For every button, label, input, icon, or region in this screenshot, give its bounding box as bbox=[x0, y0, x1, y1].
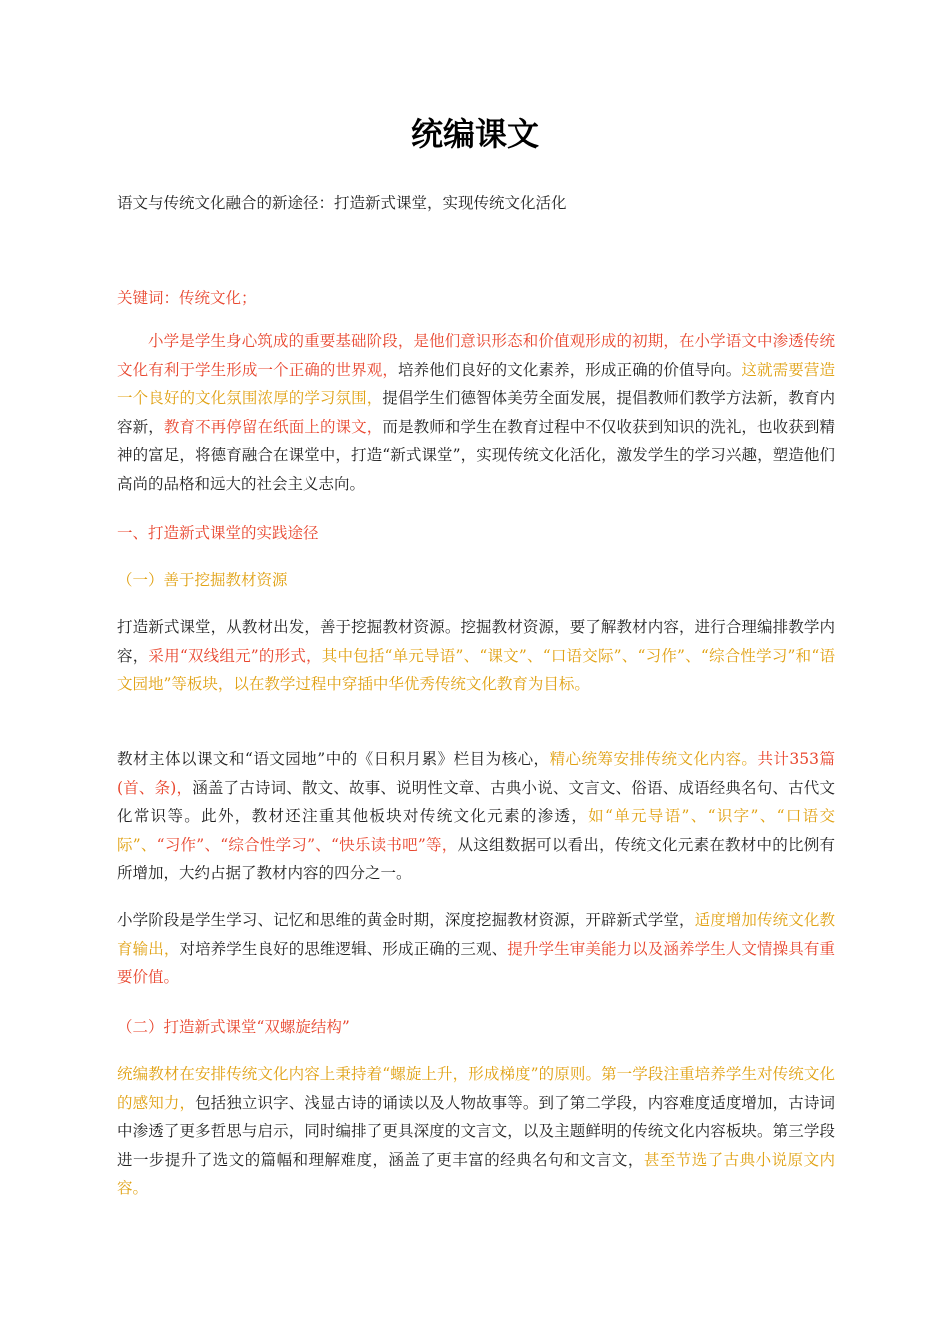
text-run: 包括独立识字、浅显古诗的诵读以及人物故事等。到了第二学段，内容难度适度增加，古诗词中渗透了更多哲思与启示，同时编排了更具深度的文言文，以及主题鲜明的传统文化内容板块。第三学段进一步提升了选文的篇幅和理解难度，涵盖了更丰富的经典名句和文言文， bbox=[117, 1093, 835, 1169]
body-paragraph-3 bbox=[117, 906, 835, 992]
intro-paragraph bbox=[117, 327, 835, 498]
body-paragraph-4 bbox=[117, 1060, 835, 1203]
body-paragraph-2 bbox=[117, 745, 835, 888]
text-run: 小学是学生身心筑成的重要基础阶段，是他们意识形态和价值观形成的初期， bbox=[148, 332, 679, 350]
subsection-heading-2: （二）打造新式课堂“双螺旋结构” bbox=[117, 1018, 350, 1036]
keywords-line: 关键词：传统文化； bbox=[117, 289, 257, 307]
text-run: 这就需要营造一个良好的文化氛围浓厚的学习氛围， bbox=[117, 360, 835, 407]
text-run: 培养他们良好的文化素养，形成正确的价值导向。 bbox=[397, 360, 742, 379]
text-run: 提升学生审美能力以及涵养学生人文情操具有重要价值。 bbox=[117, 939, 835, 986]
text-run: 在小学语文中渗透传统文化有利于学生形成一个正确的世界观， bbox=[117, 332, 835, 379]
section-heading-1: 一、打造新式课堂的实践途径 bbox=[117, 524, 319, 542]
document-subtitle: 语文与传统文化融合的新途径：打造新式课堂，实现传统文化活化 bbox=[117, 194, 567, 212]
text-run: 打造新式课堂，从教材出发，善于挖掘教材资源。挖掘教材资源，要了解教材内容，进行合理编排教学内容， bbox=[117, 618, 835, 665]
text-run: 其中包括“单元导语”、“课文”、“口语交际”、“习作”、“综合性学习”和“语文园地”等板块，以在教学过程中穿插中华优秀传统文化教育为目标。 bbox=[117, 646, 835, 693]
text-run: 精心统筹安排传统文化内容。 bbox=[549, 750, 758, 768]
document-title: 统编课文 bbox=[410, 115, 539, 153]
text-run: “习作”、“综合性学习”、“快乐读书吧”等， bbox=[156, 835, 458, 854]
text-run: 涵盖了古诗词、散文、故事、说明性文章、古典小说、文言文、俗语、成语经典名句、古代文化常识等。此外，教材还注重其他板块对传统文化元素的渗透， bbox=[117, 778, 835, 825]
text-run: 适度增加传统文化教育输出， bbox=[117, 911, 835, 958]
text-run: 教材主体以课文和“语文园地”中的《日积月累》栏目为核心， bbox=[117, 750, 550, 768]
text-run: 而是教师和学生在教育过程中不仅收获到知识的洗礼，也收获到精神的富足，将德育融合在课堂中，打造“新式课堂”，实现传统文化活化，激发学生的学习兴趣，塑造他们高尚的品格和远大的社会主义志向。 bbox=[117, 417, 835, 493]
text-run: 提倡学生们德智体美劳全面发展，提倡教师们教学方法新，教育内容新， bbox=[117, 389, 835, 436]
text-run: 对培养学生良好的思维逻辑、形成正确的三观、 bbox=[179, 939, 508, 958]
text-run: 教育不再停留在纸面上的课文， bbox=[163, 417, 383, 436]
text-run: 统编教材在安排传统文化内容上秉持着“螺旋上升，形成梯度”的原则。 bbox=[117, 1065, 602, 1083]
text-run: 甚至节选了古典小说原文内容。 bbox=[117, 1150, 835, 1197]
text-run: 小学阶段是学生学习、记忆和思维的黄金时期，深度挖掘教材资源，开辟新式学堂， bbox=[117, 911, 695, 929]
text-run: 从这组数据可以看出，传统文化元素在教材中的比例有所增加，大约占据了教材内容的四分之一。 bbox=[117, 835, 835, 882]
text-run: 第一学段注重培养学生对传统文化的感知力， bbox=[117, 1065, 835, 1112]
body-paragraph-1 bbox=[117, 613, 835, 699]
text-run: 如“单元导语”、“识字”、“口语交际”、 bbox=[117, 807, 835, 854]
text-run: 采用“双线组元”的形式， bbox=[148, 646, 322, 665]
subsection-heading-1: （一）善于挖掘教材资源 bbox=[117, 571, 288, 589]
text-run: 共计353篇(首、条)， bbox=[117, 750, 835, 797]
